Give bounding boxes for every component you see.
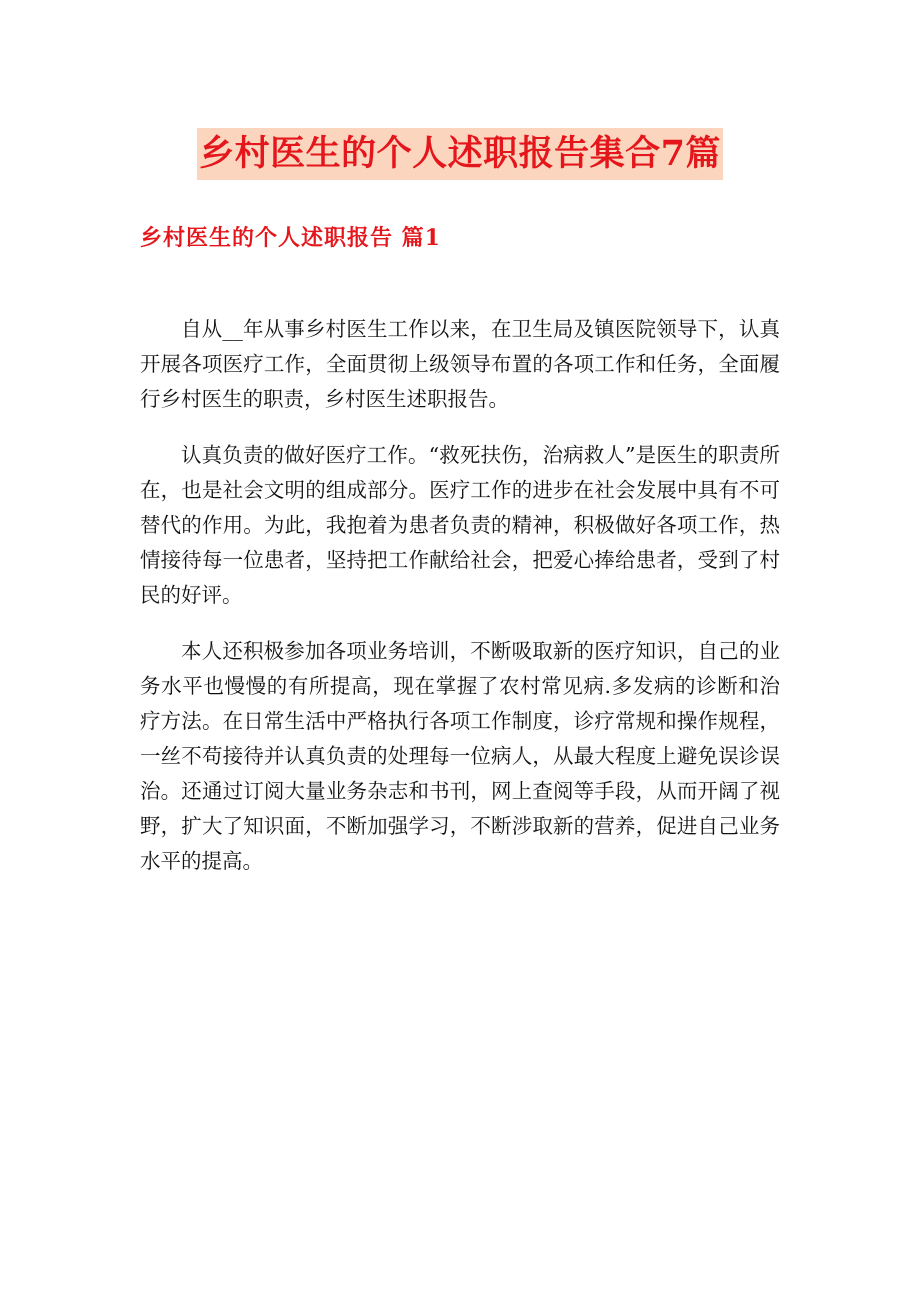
- paragraph-1: 自从__年从事乡村医生工作以来，在卫生局及镇医院领导下，认真开展各项医疗工作，全面贯彻上级领导布置的各项工作和任务，全面履行乡村医生的职责，乡村医生述职报告。: [140, 317, 780, 411]
- section-heading: 乡村医生的个人述职报告 篇1: [140, 225, 441, 251]
- paragraph-2: 认真负责的做好医疗工作。“救死扶伤，治病救人”是医生的职责所在，也是社会文明的组成部分。医疗工作的进步在社会发展中具有不可替代的作用。为此，我抱着为患者负责的精神，积极做好各项工作，热情接待每一位患者，坚持把工作献给社会，把爱心捧给患者，受到了村民的好评。: [140, 443, 780, 607]
- document-title: 乡村医生的个人述职报告集合7篇: [197, 128, 723, 180]
- document-body: [140, 312, 780, 900]
- paragraph-3: 本人还积极参加各项业务培训，不断吸取新的医疗知识，自己的业务水平也慢慢的有所提高，现在掌握了农村常见病.多发病的诊断和治疗方法。在日常生活中严格执行各项工作制度，诊疗常规和操作规程，一丝不苟接待并认真负责的处理每一位病人，从最大程度上避免误诊误治。还通过订阅大量业务杂志和书刊，网上查阅等手段，从而开阔了视野，扩大了知识面，不断加强学习，不断涉取新的营养，促进自己业务水平的提高。: [140, 639, 780, 873]
- title-container: [0, 128, 920, 180]
